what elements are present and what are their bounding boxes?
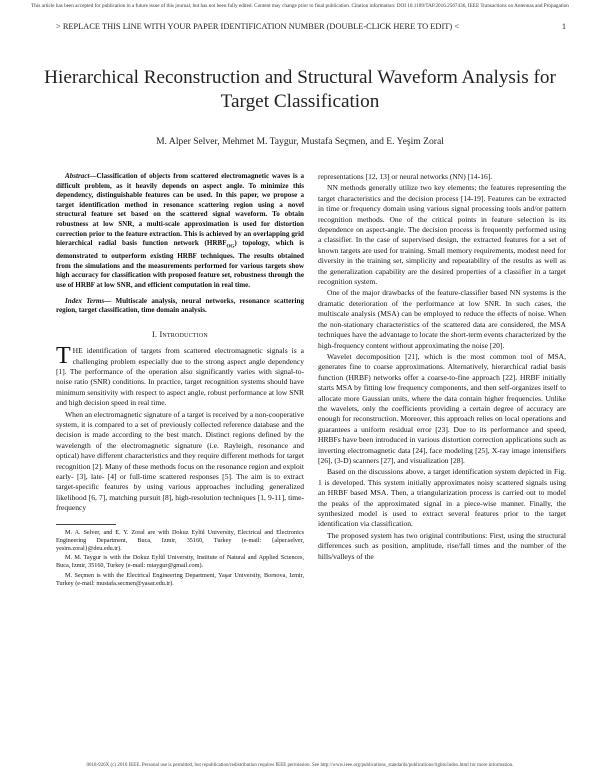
right-column	[318, 172, 566, 563]
index-terms-lead: Index Terms—	[65, 296, 112, 305]
intro-paragraph-2: When an electromagnetic signature of a target is received by a non-cooperative system, it is compared to a set of previously collected reference database and the decision is made according to the best match. Distinct regions defined by the wavelength of the electromagnetic signature (i.e. Rayleigh, resonance and optical) have different characteristics and they require different methods for target recognition [2]. Many of these methods focus on the resonance region and exploit early- [3], late- [4] or full-time scattered responses [5]. The aim is to extract target-specific features by using various approaches including generalized likelihood [6, 7], matching pursuit [8], high-resolution techniques [1, 9-11], time-frequency	[56, 409, 304, 513]
drop-cap: T	[56, 343, 71, 370]
abstract-text: Classification of objects from scattered electromagnetic waves is a difficult problem, as it heavily depends on aspect angle. To minimize this dependency, distinguishable features can be used. In this paper, we propose a target identification method in resonance scattering region using a novel structural feature set based on the scattered signal waveform. To obtain robustness at low SNR, a multi-scale approximation is used for distortion correction prior to the feature extraction. This is achieved by an overlapping grid hierarchical radial basis function network (HRBF	[56, 172, 304, 248]
right-paragraph-2: NN methods generally utilize two key elements; the features representing the target characteristics and the decision process [14-19]. Features can be extracted in time or frequency domain using various signal processing tools and/or pattern recognition methods. One of the critical points in feature selection is its dependence on aspect-angle. The decision process is frequently performed using a classifier. In the case of supervised design, the extracted features for a set of known targets are used for training. Small memory requirements, modest need for diversity in the training set, simplicity and repeatability of the results as well as the generalization capability are the desired properties of a classifier in a target recognition system.	[318, 183, 566, 287]
right-paragraph-5: Based on the discussions above, a target identification system depicted in Fig. 1 is developed. This system initially approximates noisy scattered signals using an HRBF based MSA. Then, a triangularization process is carried out to model the peaks of the approximated signal in a piece-wise manner. Finally, the synthesized model is used to extract several features prior to the target identification via classification.	[318, 467, 566, 529]
left-column	[56, 172, 304, 589]
running-head	[56, 22, 566, 31]
footnote-2: M. M. Taygur is with the Dokuz Eylül University, Institute of Natural and Applied Sciences, Buca, Izmir, 35160, Turkey (e-mail: mtaygur@gmail.com).	[56, 554, 304, 570]
author-list: M. Alper Selver, Mehmet M. Taygur, Mustafa Seçmen, and E. Yeşim Zoral	[156, 136, 444, 147]
index-terms-text: Multiscale analysis, neural networks, resonance scattering region, target classification, time domain analysis.	[56, 296, 304, 315]
intro-paragraph-1-text: HE identification of targets from scattered electromagnetic signals is a challenging problem especially due to the strong aspect angle dependency [1]. The performance of the operation also significantly varies with signal-to-noise ratio (SNR) conditions. In practice, target recognition systems should have minimum sensitivity with respect to aspect angle, robust performance at low SNR and high decision speed in real time.	[56, 346, 304, 408]
page-number: 1	[561, 22, 566, 31]
right-paragraph-3: One of the major drawbacks of the feature-classifier based NN systems is the dramatic deterioration of the performance at low SNR. In such cases, the multiscale analysis (MSA) can be employed to reduce the effects of noise. When the non-stationary characteristics of the scattered data are considered, the MSA techniques have the advantage to locate the short-term events characterized by the high-frequency content without approximating the noise [20].	[318, 288, 566, 350]
abstract-subscript: OG	[226, 244, 235, 250]
abstract-text-continued: ) topology, which is demonstrated to outperform existing HRBF techniques. The results obtained from the simulations and the measurements performed for various targets show high accuracy for classification with proposed feature set, robustness through the use of HRBF at low SNR, and efficient computation in real time.	[56, 239, 304, 289]
running-head-text: > REPLACE THIS LINE WITH YOUR PAPER IDENTIFICATION NUMBER (DOUBLE-CLICK HERE TO EDIT) <	[56, 22, 459, 31]
right-paragraph-1: representations [12, 13] or neural networks (NN) [14-16].	[318, 172, 493, 181]
copyright-footer: 0018-926X (c) 2016 IEEE. Personal use is permitted, but republication/redistribution requires IEEE permission. See http://www.ieee.org/publications_standards/publications/rights/index.html for more information.	[86, 763, 514, 768]
publication-notice: This article has been accepted for publication in a future issue of this journal, but has not been fully edited. Content may change prior to final publication. Citation information: DOI 10.1109/TAP.2016.2567436, IEEE Transactions on Antennas and Propagation	[31, 3, 569, 9]
right-paragraph-6: The proposed system has two original contributions: First, using the structural differences such as position, amplitude, rise/fall times and the number of the hills/valleys of the	[318, 530, 566, 561]
section-heading-introduction: I. Introduction	[152, 329, 208, 339]
footnote-1: M. A. Selver, and E. Y. Zoral are with Dokuz Eylül University, Electrical and Electronics Engineering Department, Buca, Izmir, 35160, Turkey (e-mail: {alper.selver, yesim.zoral}@deu.edu.tr).	[56, 528, 304, 553]
index-terms	[56, 297, 304, 316]
abstract	[56, 172, 304, 291]
footnote-3: M. Seçmen is with the Electrical Engineering Department, Yaşar University, Bornova, Izmir, Turkey (e-mail: mustafa.secmen@yasar.edu.tr).	[56, 571, 304, 587]
footnote-rule	[56, 524, 116, 525]
intro-paragraph-1	[56, 343, 304, 408]
paper-title: Hierarchical Reconstruction and Structural Waveform Analysis for Target Classification	[44, 67, 556, 112]
abstract-lead: Abstract—	[65, 172, 97, 180]
right-paragraph-4: Wavelet decomposition [21], which is the most common tool of MSA, generates fine to coarse approximations. Alternatively, hierarchical radial basis function (HRBF) networks offer a coarse-to-fine approach [22]. HRBF initially starts MSA by fitting low frequency components, and then self-organizes itself to allocate more Gaussian units, where the data contain higher frequencies. Unlike the wavelets, only the coefficients providing a certain degree of accuracy are enough for reconstruction. Moreover, this approach relies on local operations and guarantees a uniform residual error [23]. Due to its performance and speed, HRBFs have been introduced in various distortion correction applications such as inverting electromagnetic data [24], face modeling [25], X-ray image intensifiers [26], (3-D) scanners [27], and visualization [28].	[318, 351, 566, 465]
